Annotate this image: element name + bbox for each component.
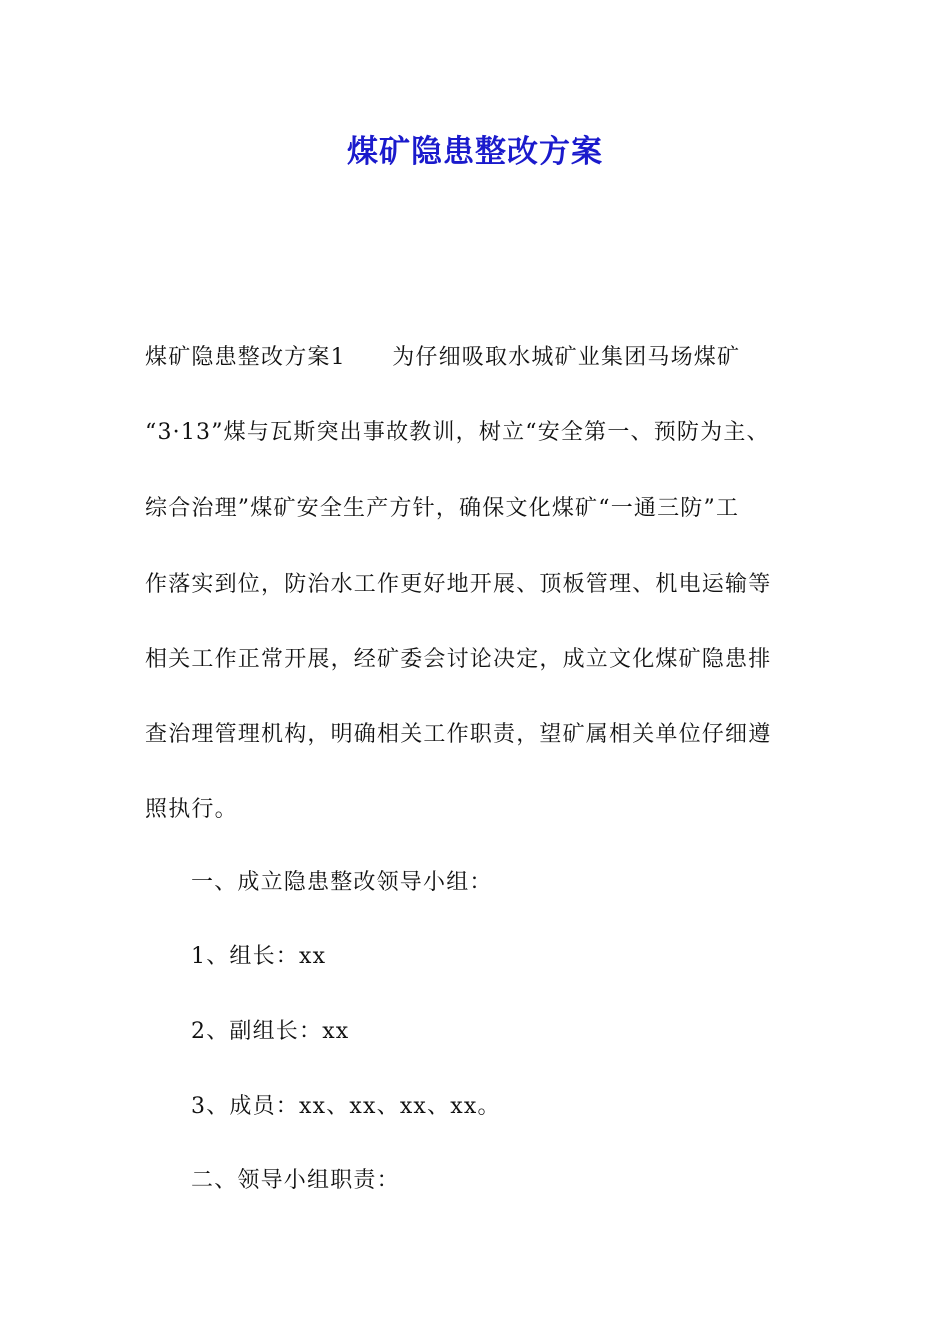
page-title: 煤矿隐患整改方案	[347, 134, 603, 170]
paragraph-line-6: 查治理管理机构，明确相关工作职责，望矿属相关单位仔细遵	[145, 722, 772, 747]
section-heading-1: 一、成立隐患整改领导小组：	[191, 870, 493, 895]
paragraph-line-4: 作落实到位，防治水工作更好地开展、顶板管理、机电运输等	[145, 572, 772, 597]
list-item-members: 3、成员：xx、xx、xx、xx。	[191, 1094, 501, 1119]
paragraph-line-1: 煤矿隐患整改方案1 为仔细吸取水城矿业集团马场煤矿	[145, 345, 741, 370]
paragraph-line-5: 相关工作正常开展，经矿委会讨论决定，成立文化煤矿隐患排	[145, 647, 772, 672]
section-heading-2: 二、领导小组职责：	[191, 1168, 400, 1193]
list-item-deputy-leader: 2、副组长：xx	[191, 1019, 350, 1044]
paragraph-line-3: 综合治理”煤矿安全生产方针，确保文化煤矿“一通三防”工	[145, 496, 740, 521]
paragraph-line-7: 照执行。	[145, 797, 238, 822]
paragraph-line-2: “3·13”煤与瓦斯突出事故教训，树立“安全第一、预防为主、	[145, 420, 770, 445]
list-item-leader: 1、组长：xx	[191, 944, 327, 969]
